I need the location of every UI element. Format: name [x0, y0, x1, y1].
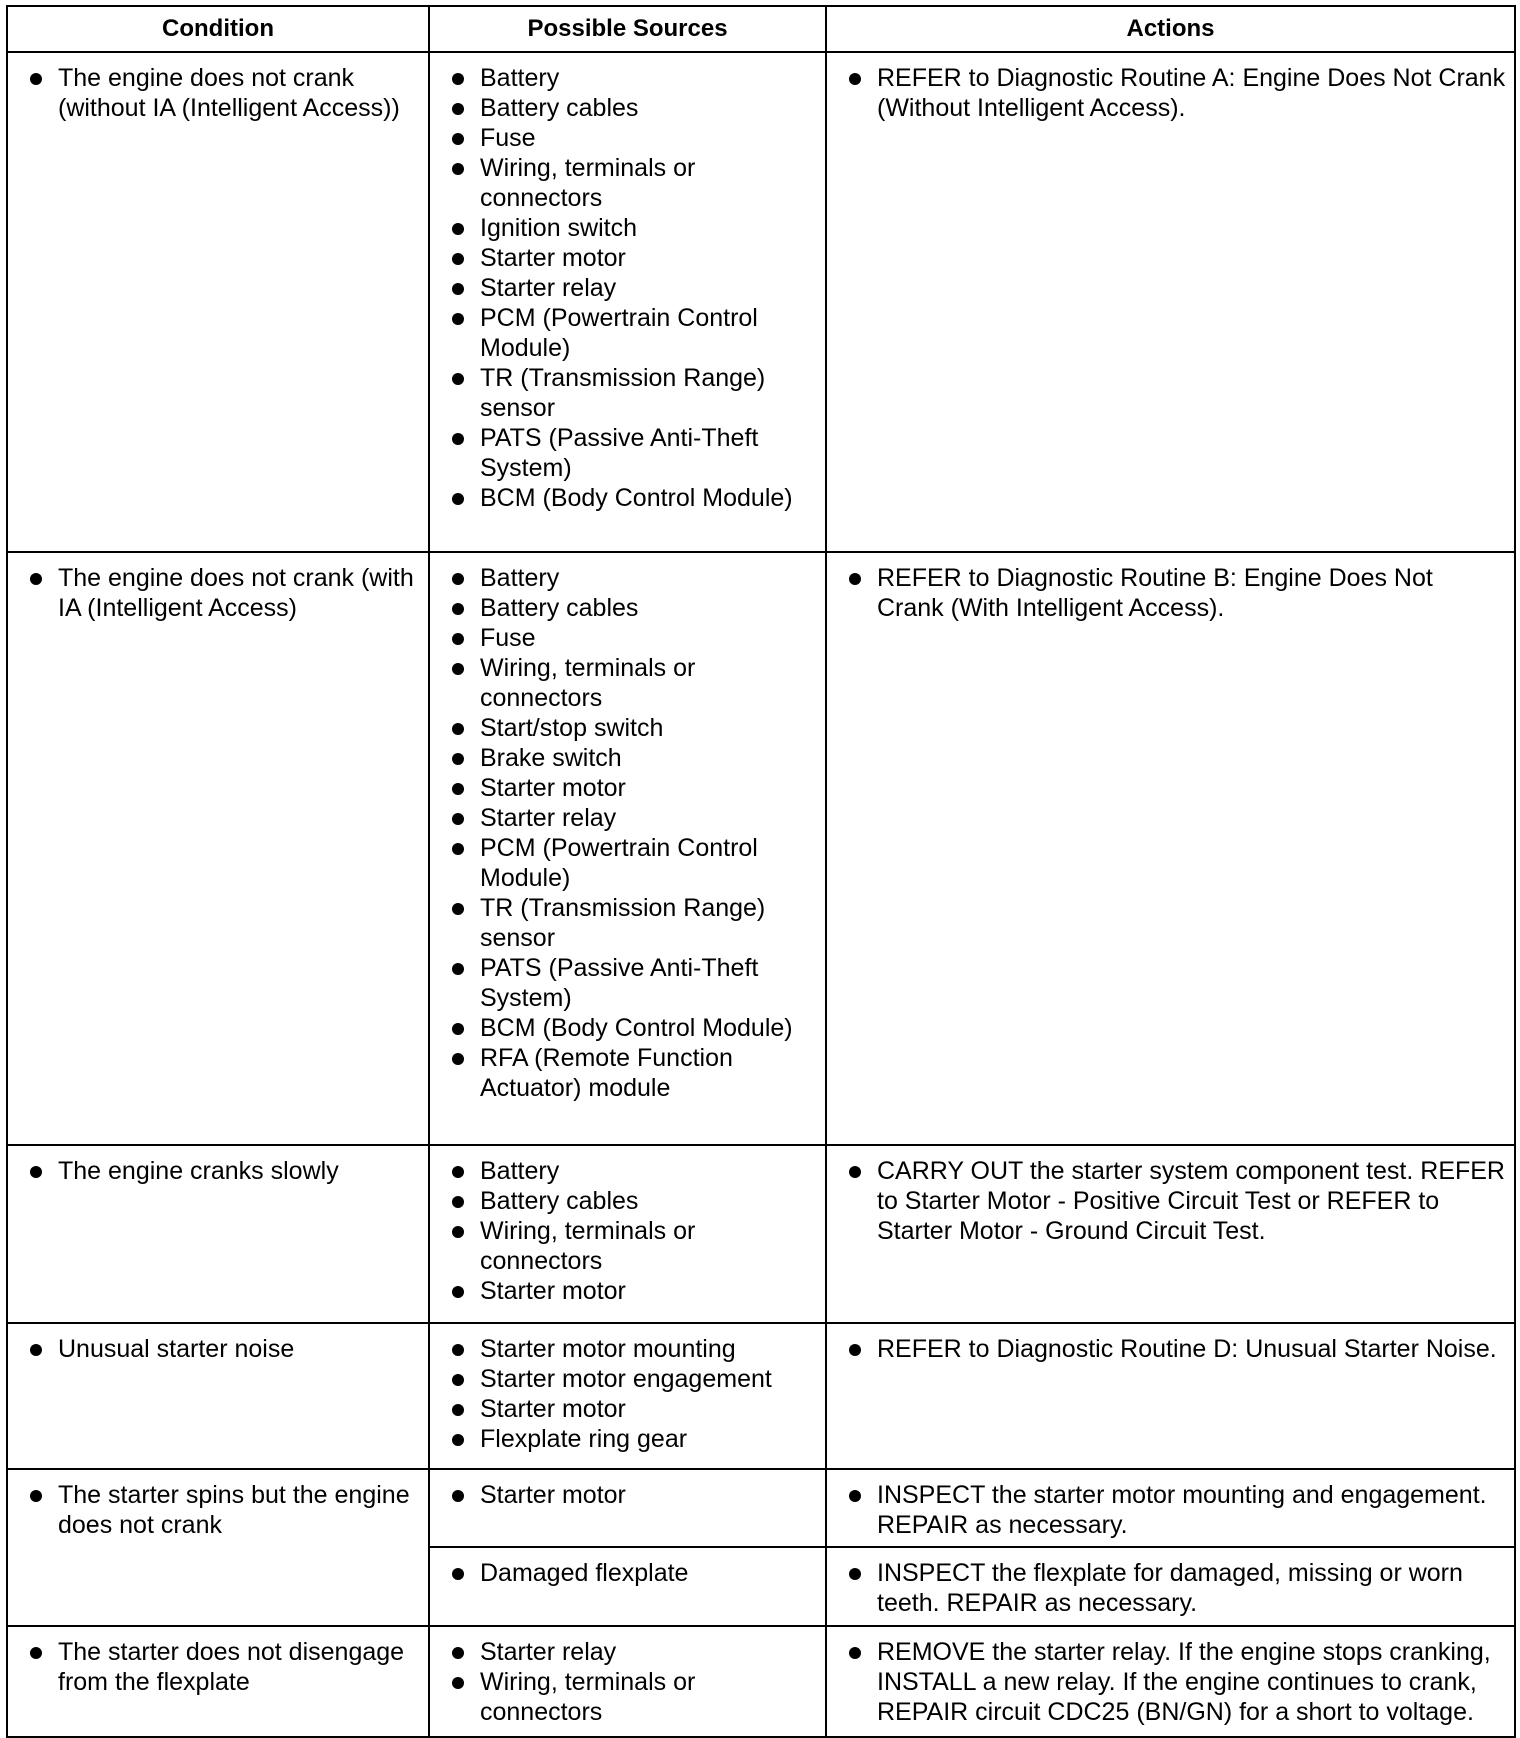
source-item: RFA (Remote Function Actuator) module: [448, 1043, 817, 1103]
source-item: Starter motor mounting: [448, 1334, 817, 1364]
source-item: Wiring, terminals or connectors: [448, 653, 817, 713]
condition-cell: [7, 1145, 429, 1323]
action-text: INSPECT the starter motor mounting and engagement. REPAIR as necessary.: [845, 1480, 1506, 1540]
source-item: Ignition switch: [448, 213, 817, 243]
table-row: [7, 1323, 1515, 1469]
sources-cell: [429, 1469, 826, 1547]
sources-cell: [429, 1547, 826, 1626]
header-condition: Condition: [7, 6, 429, 52]
source-item: Damaged flexplate: [448, 1558, 817, 1588]
action-text: REFER to Diagnostic Routine A: Engine Does Not Crank (Without Intelligent Access).: [845, 63, 1506, 123]
source-item: Brake switch: [448, 743, 817, 773]
action-cell: [826, 552, 1515, 1145]
condition-cell: [7, 1323, 429, 1469]
source-item: Flexplate ring gear: [448, 1424, 817, 1454]
header-row: [7, 6, 1515, 52]
source-item: Battery cables: [448, 593, 817, 623]
condition-cell: [7, 552, 429, 1145]
source-item: BCM (Body Control Module): [448, 1013, 817, 1043]
condition-text: The starter does not disengage from the flexplate: [26, 1637, 420, 1697]
source-item: Fuse: [448, 623, 817, 653]
source-item: Starter motor: [448, 1276, 817, 1306]
condition-text: Unusual starter noise: [26, 1334, 420, 1364]
source-item: Starter motor: [448, 1394, 817, 1424]
source-item: Battery cables: [448, 1186, 817, 1216]
source-item: PCM (Powertrain Control Module): [448, 303, 817, 363]
action-cell: [826, 52, 1515, 552]
condition-cell: [7, 52, 429, 552]
action-cell: [826, 1626, 1515, 1737]
condition-text: The engine does not crank (without IA (Intelligent Access)): [26, 63, 420, 123]
source-item: TR (Transmission Range) sensor: [448, 893, 817, 953]
sources-cell: [429, 52, 826, 552]
sources-cell: [429, 1626, 826, 1737]
table-row: [7, 552, 1515, 1145]
action-cell: [826, 1469, 1515, 1547]
table-row: [7, 52, 1515, 552]
sources-cell: [429, 1145, 826, 1323]
source-item: Starter relay: [448, 273, 817, 303]
sources-cell: [429, 552, 826, 1145]
source-item: Battery cables: [448, 93, 817, 123]
source-item: PATS (Passive Anti-Theft System): [448, 423, 817, 483]
action-cell: [826, 1145, 1515, 1323]
table-row: [7, 1469, 1515, 1547]
table-row: [7, 1626, 1515, 1737]
source-item: PCM (Powertrain Control Module): [448, 833, 817, 893]
source-item: Battery: [448, 563, 817, 593]
source-item: Starter motor: [448, 243, 817, 273]
source-item: Start/stop switch: [448, 713, 817, 743]
source-item: Battery: [448, 1156, 817, 1186]
source-item: Wiring, terminals or connectors: [448, 1667, 817, 1727]
source-item: PATS (Passive Anti-Theft System): [448, 953, 817, 1013]
action-text: REMOVE the starter relay. If the engine stops cranking, INSTALL a new relay. If the engine continues to crank, REPAIR circuit CDC25 (BN/GN) for a short to voltage.: [845, 1637, 1506, 1727]
action-text: INSPECT the flexplate for damaged, missing or worn teeth. REPAIR as necessary.: [845, 1558, 1506, 1618]
condition-text: The engine does not crank (with IA (Intelligent Access): [26, 563, 420, 623]
source-item: Wiring, terminals or connectors: [448, 1216, 817, 1276]
condition-cell: [7, 1626, 429, 1737]
source-item: Starter relay: [448, 1637, 817, 1667]
condition-text: The starter spins but the engine does not crank: [26, 1480, 420, 1540]
source-item: Wiring, terminals or connectors: [448, 153, 817, 213]
source-item: Battery: [448, 63, 817, 93]
action-cell: [826, 1323, 1515, 1469]
action-cell: [826, 1547, 1515, 1626]
action-text: REFER to Diagnostic Routine B: Engine Does Not Crank (With Intelligent Access).: [845, 563, 1506, 623]
source-item: Fuse: [448, 123, 817, 153]
header-actions: Actions: [826, 6, 1515, 52]
source-item: Starter motor: [448, 773, 817, 803]
action-text: REFER to Diagnostic Routine D: Unusual Starter Noise.: [845, 1334, 1506, 1364]
diagnosis-table: [6, 5, 1516, 1738]
source-item: Starter relay: [448, 803, 817, 833]
table-row: [7, 1145, 1515, 1323]
header-possible-sources: Possible Sources: [429, 6, 826, 52]
action-text: CARRY OUT the starter system component test. REFER to Starter Motor - Positive Circuit Test or REFER to Starter Motor - Ground Circuit Test.: [845, 1156, 1506, 1246]
condition-cell: [7, 1469, 429, 1626]
sources-cell: [429, 1323, 826, 1469]
source-item: Starter motor engagement: [448, 1364, 817, 1394]
condition-text: The engine cranks slowly: [26, 1156, 420, 1186]
source-item: Starter motor: [448, 1480, 817, 1510]
source-item: TR (Transmission Range) sensor: [448, 363, 817, 423]
source-item: BCM (Body Control Module): [448, 483, 817, 513]
